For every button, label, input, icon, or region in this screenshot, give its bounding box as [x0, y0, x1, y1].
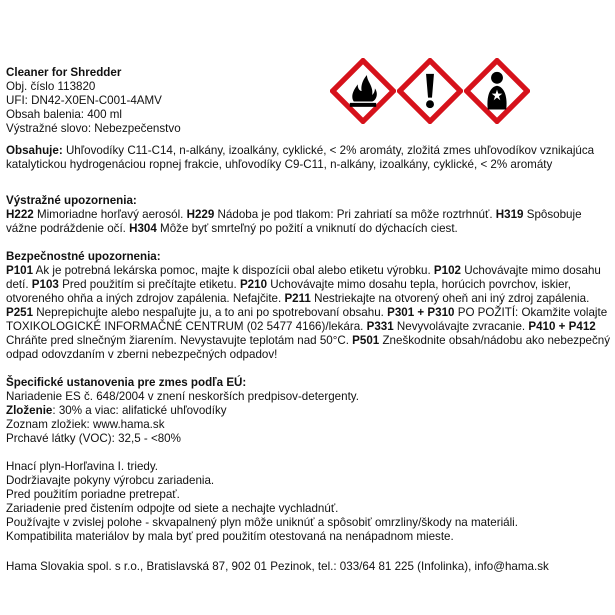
precaution-text: Chráňte pred slnečným žiarením. Nevystavujte teplotám nad 50°C.: [6, 334, 353, 347]
package-content: Obsah balenia: 400 ml: [6, 108, 123, 121]
precaution-code: P211: [284, 292, 311, 305]
note-line: Hnací plyn-Horľavina I. triedy.: [6, 460, 159, 473]
precaution-text: Pred použitím si prečítajte etiketu.: [58, 278, 240, 291]
precaution-text: Uchovávajte mimo dosahu tepla, horúcich povrchov, iskier, otvoreného ohňa a iných zdrojov zapálenia. Nefajčite.: [6, 278, 571, 305]
precaution-code: P103: [31, 278, 59, 291]
precaution-code: P251: [6, 306, 34, 319]
hazard-text: Spôsobuje vážne podráždenie očí.: [6, 208, 582, 235]
eu-title: Špecifické ustanovenia pre zmes podľa EÚ:: [6, 376, 247, 389]
composition-label: Obsahuje:: [6, 144, 63, 157]
precaution-text: Ak je potrebná lekárska pomoc, majte k dispozícii obal alebo etiketu výrobku.: [33, 264, 434, 277]
note-line: Používajte v zvislej polohe - skvapalnený plyn môže uniknúť a spôsobiť omrzliny/škody na materiáli.: [6, 516, 518, 529]
notes-list: [6, 460, 610, 544]
precaution-code: P101: [6, 264, 34, 277]
hazard-title: Výstražné upozornenia:: [6, 194, 137, 207]
product-header: [6, 66, 610, 135]
ufi-code: UFI: DN42-X0EN-C001-4AMV: [6, 94, 162, 107]
precaution-code: P210: [239, 278, 268, 291]
precaution-code: P301 + P310: [387, 306, 455, 319]
precaution-code: P410 + P412: [528, 320, 596, 333]
signal-word: Výstražné slovo: Nebezpečenstvo: [6, 122, 181, 135]
hazard-text: Mimoriadne horľavý aerosól.: [33, 208, 187, 221]
precaution-code: P501: [352, 334, 380, 347]
note-line: Pred použitím poriadne pretrepať.: [6, 488, 180, 501]
precaution-code: P331: [366, 320, 394, 333]
hazard-statements: [6, 208, 610, 236]
precaution-text: Uchovávajte mimo dosahu detí.: [6, 264, 601, 291]
precaution-text: Neprepichujte alebo nespaľujte ju, a to ani po spotrebovaní obsahu.: [33, 306, 388, 319]
precaution-title: Bezpečnostné upozornenia:: [6, 250, 161, 263]
eu-voc: Prchavé látky (VOC): 32,5 - <80%: [6, 432, 181, 445]
composition-paragraph: [6, 144, 610, 172]
eu-composition-text: : 30% a viac: alifatické uhľovodíky: [52, 404, 227, 417]
precaution-text: Nevyvolávajte zvracanie.: [393, 320, 529, 333]
eu-ingredients: Zoznam zložiek: www.hama.sk: [6, 418, 165, 431]
eu-composition: [6, 404, 610, 418]
precaution-statements: [6, 264, 610, 362]
composition-text: Uhľovodíky C11-C14, n-alkány, izoalkány, cyklické, < 2% aromáty, zložitá zmes uhľovodíkov vznikajúca katalytickou hydrogenáciou ropnej frakcie, uhľovodíky C9-C11, n-alkány, izoalkány, cyklické, < 2% aromáty: [6, 144, 595, 171]
precaution-code: P102: [433, 264, 461, 277]
hazard-text: Môže byť smrteľný po požití a vniknutí do dýchacích ciest.: [156, 222, 458, 235]
precaution-text: PO POŽITÍ: Okamžite volajte TOXIKOLOGICKÉ INFORMAČNÉ CENTRUM (02 5477 4166)/lekára.: [6, 306, 608, 333]
manufacturer-footer: Hama Slovakia spol. s r.o., Bratislavská 87, 902 01 Pezinok, tel.: 033/64 81 225 (Infolinka), info@hama.sk: [6, 560, 549, 573]
hazard-text: Nádoba je pod tlakom: Pri zahriatí sa môže roztrhnúť.: [214, 208, 496, 221]
hazard-code: H304: [129, 222, 157, 235]
precaution-text: Nestriekajte na otvorený oheň ani iný zdroj zapálenia.: [310, 292, 590, 305]
product-name: Cleaner for Shredder: [6, 66, 122, 79]
order-number: Obj. číslo 113820: [6, 80, 96, 93]
precaution-text: Zneškodnite obsah/nádobu ako nebezpečný odpad odovzdaním v zberni nebezpečných odpadov!: [6, 334, 611, 361]
hazard-code: H229: [186, 208, 215, 221]
hazard-code: H222: [6, 208, 34, 221]
note-line: Zariadenie pred čistením odpojte od siete a nechajte vychladnúť.: [6, 502, 339, 515]
eu-regulation: Nariadenie ES č. 648/2004 v znení neskorších predpisov-detergenty.: [6, 390, 359, 403]
safety-label: [6, 66, 610, 574]
hazard-code: H319: [495, 208, 524, 221]
eu-composition-label: Zloženie: [6, 404, 53, 417]
note-line: Kompatibilita materiálov by mala byť pred použitím otestovaná na nenápadnom mieste.: [6, 530, 454, 543]
note-line: Dodržiavajte pokyny výrobcu zariadenia.: [6, 474, 215, 487]
